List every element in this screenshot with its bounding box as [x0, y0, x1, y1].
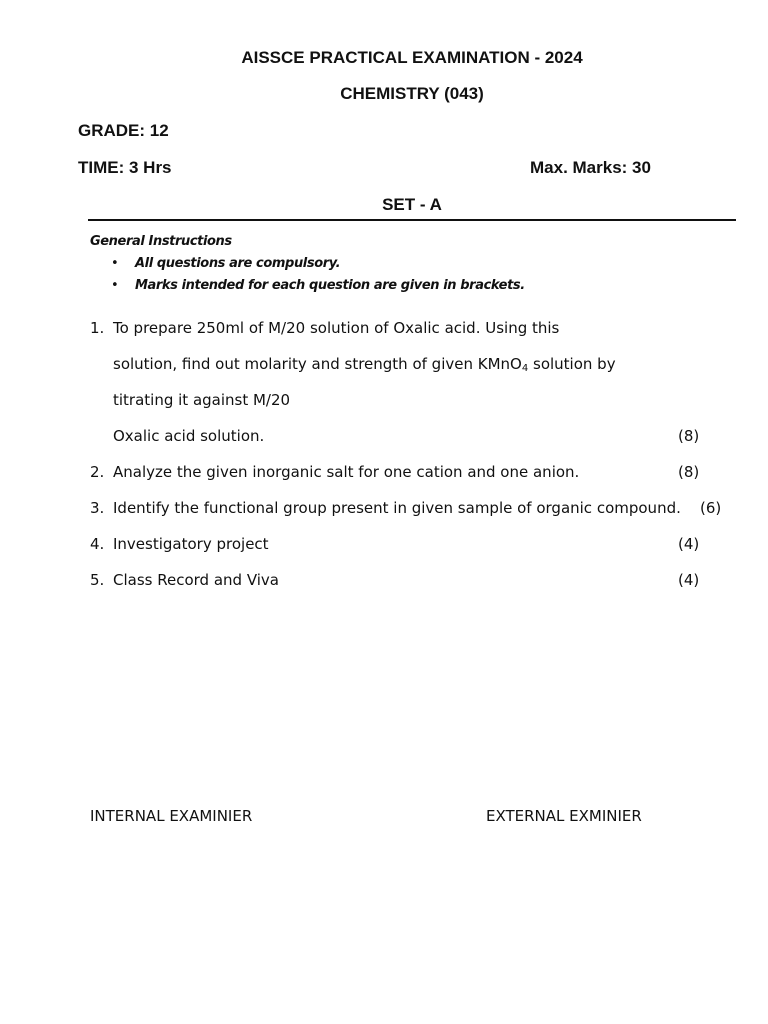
bullet-icon: •	[111, 278, 119, 293]
question-marks: (4)	[678, 535, 700, 553]
question-text-part: solution, find out molarity and strength of given KMnO	[113, 355, 522, 373]
time-label: TIME: 3 Hrs	[78, 158, 172, 177]
question-number: 5.	[90, 571, 105, 589]
instruction-item: All questions are compulsory.	[135, 256, 341, 271]
exam-title: AISSCE PRACTICAL EXAMINATION - 2024	[241, 48, 583, 67]
question-text: Investigatory project	[113, 535, 269, 553]
question-number: 4.	[90, 535, 105, 553]
question-text: Class Record and Viva	[113, 571, 279, 589]
instruction-item: Marks intended for each question are given in brackets.	[135, 278, 525, 293]
max-marks-label: Max. Marks: 30	[530, 158, 651, 177]
question-text: Identify the functional group present in given sample of organic compound.	[113, 499, 681, 517]
external-examiner-label: EXTERNAL EXMINIER	[486, 807, 642, 825]
subject-title: CHEMISTRY (043)	[340, 84, 484, 103]
question-text: titrating it against M/20	[113, 391, 291, 409]
question-marks: (4)	[678, 571, 700, 589]
instructions-heading: General Instructions	[90, 234, 232, 249]
question-text: Oxalic acid solution.	[113, 427, 265, 445]
question-text	[113, 355, 616, 373]
question-number: 2.	[90, 463, 105, 481]
header-divider	[88, 219, 736, 221]
subscript: 4	[521, 363, 529, 374]
question-number: 1.	[90, 319, 105, 337]
set-label: SET - A	[382, 195, 442, 214]
question-text-part: solution by	[528, 355, 616, 373]
question-marks: (8)	[678, 427, 700, 445]
grade-label: GRADE: 12	[78, 121, 169, 140]
internal-examiner-label: INTERNAL EXAMINIER	[90, 807, 253, 825]
question-text: Analyze the given inorganic salt for one cation and one anion.	[113, 463, 580, 481]
question-number: 3.	[90, 499, 105, 517]
question-marks: (8)	[678, 463, 700, 481]
bullet-icon: •	[111, 256, 119, 271]
question-text: To prepare 250ml of M/20 solution of Oxalic acid. Using this	[113, 319, 560, 337]
question-marks: (6)	[700, 499, 722, 517]
